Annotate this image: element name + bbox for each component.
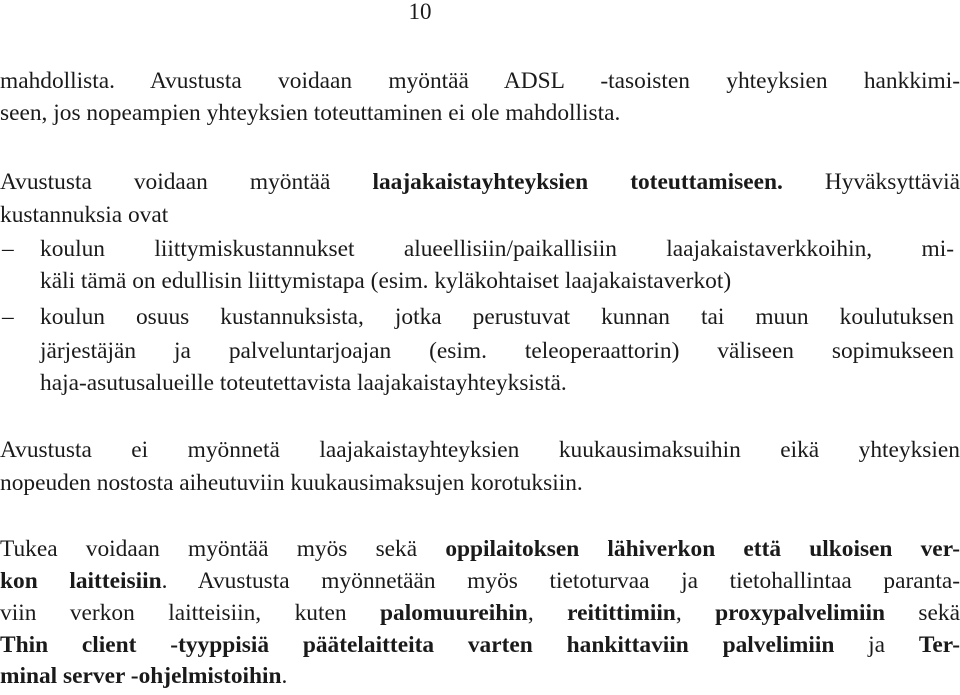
p2-text: Avustusta voidaan myöntää [0, 169, 373, 195]
p1-line-2: seen, jos nopeampien yhteyksien toteuttaminen ei ole mahdollista. [0, 100, 621, 126]
p3-line-1: Avustusta ei myönnetä laajakaistayhteyksien kuukausimaksuihin eikä yhteyksien [0, 437, 960, 463]
dash-glyph: – [2, 236, 14, 262]
p4-text: ja [834, 632, 919, 658]
p4-line-2 [0, 566, 960, 596]
p4-bold: Thin client -tyyppisiä päätelaitteita varten hankittaviin palvelimiin [0, 632, 835, 658]
p1-line-1: mahdollista. Avustusta voidaan myöntää ADSL -tasoisten yhteyksien hankkimi- [0, 68, 960, 94]
p4-bold: kon laitteisiin [0, 568, 162, 594]
p4-bold: proxypalvelimiin [715, 600, 885, 626]
p4-text: , [675, 600, 716, 626]
list-item-2-line-3: haja-asutusalueille toteutettavista laajakaistayhteyksistä. [40, 370, 567, 396]
p4-text: . [281, 663, 288, 689]
list-item-1-line-1: koulun liittymiskustannukset alueellisiin/paikallisiin laajakaistaverkkoihin, mi- [40, 236, 954, 262]
p2-line-1 [0, 167, 960, 197]
p4-line-1 [0, 534, 960, 564]
p4-line-5 [0, 661, 960, 691]
p2-text-end: Hyväksyttäviä [782, 169, 960, 195]
list-item-1-line-2: käli tämä on edullisin liittymistapa (esim. kyläkohtaiset laajakaistaverkot) [40, 268, 732, 294]
p4-line-4 [0, 630, 960, 660]
p4-text: Tukea voidaan myöntää myös sekä [0, 536, 446, 562]
list-item-2-line-1: koulun osuus kustannuksista, jotka perustuvat kunnan tai muun koulutuksen [40, 304, 954, 330]
p2-bold: laajakaistayhteyksien toteuttamiseen. [372, 169, 783, 195]
list-item-2-line-2: järjestäjän ja palveluntarjoajan (esim. teleoperaattorin) väliseen sopimukseen [40, 338, 954, 364]
p4-text: . Avustusta myönnetään myös tietoturvaa ja tietohallintaa paranta- [161, 568, 960, 594]
p4-bold: minal server -ohjelmistoihin [0, 663, 282, 689]
p4-bold: palomuureihin [380, 600, 528, 626]
p2-line-2: kustannuksia ovat [0, 202, 169, 228]
p4-text: , [527, 600, 568, 626]
p4-bold: reitittimiin [567, 600, 676, 626]
p4-text: viin verkon laitteisiin, kuten [0, 600, 381, 626]
p3-line-2: nopeuden nostosta aiheutuviin kuukausimaksujen korotuksiin. [0, 470, 583, 496]
page-number: 10 [408, 0, 432, 24]
p4-bold: Ter- [918, 632, 960, 658]
p4-bold: oppilaitoksen lähiverkon että ulkoisen ver- [445, 536, 960, 562]
p4-line-3 [0, 598, 960, 628]
p4-text: sekä [884, 600, 960, 626]
dash-glyph: – [2, 304, 14, 330]
